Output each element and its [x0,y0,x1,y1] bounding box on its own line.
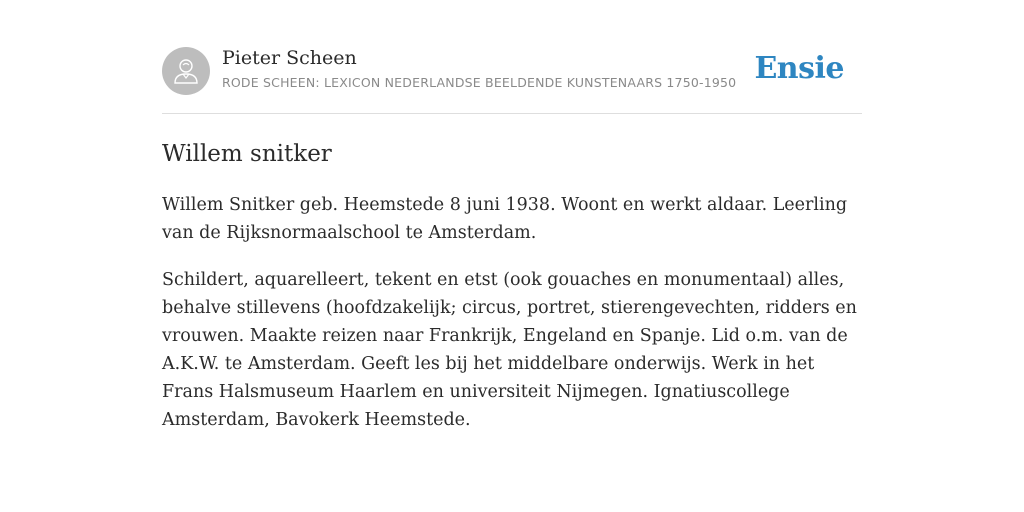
source-label[interactable]: RODE SCHEEN: LEXICON NEDERLANDSE BEELDENDE KUNSTENAARS 1750-1950 [222,75,737,90]
author-avatar[interactable] [162,47,210,95]
article-paragraph-1: Willem Snitker geb. Heemstede 8 juni 1938. Woont en werkt aldaar. Leerling van de Rijksnormaalschool te Amsterdam. [162,195,848,243]
user-icon [171,56,201,86]
article-header [162,46,862,114]
author-name[interactable]: Pieter Scheen [222,47,357,69]
article-title: Willem snitker [162,141,332,167]
ensie-logo[interactable]: Ensie [754,51,844,86]
article-card [162,46,862,434]
article-paragraph-2: Schildert, aquarelleert, tekent en etst (ook gouaches en monumentaal) alles, behalve stillevens (hoofdzakelijk; circus, portret, stierengevechten, ridders en vrouwen. Maakte reizen naar Frankrijk, Engeland en Spanje. Lid o.m. van de A.K.W. te Amsterdam. Geeft les bij het middelbare onderwijs. Werk in het Frans Halsmuseum Haarlem en universiteit Nijmegen. Ignatiuscollege Amsterdam, Bavokerk Heemstede. [162,270,857,430]
